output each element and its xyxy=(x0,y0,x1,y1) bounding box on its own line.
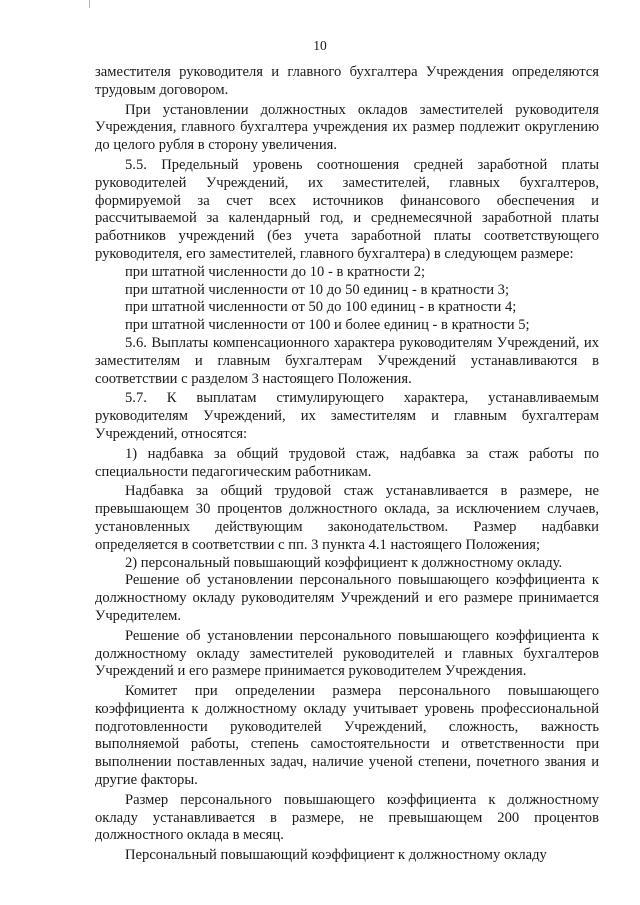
paragraph: Комитет при определении размера персонального повышающего коэффициента к должностному окладу учитывает уровень профессиональной подготовленности руководителей Учреждений, сложность, важность выполняемой работы, степень самостоятельности и ответственности при выполнении поставленных задач, наличие ученой степени, почетного звания и другие факторы. xyxy=(95,683,599,789)
paragraph: При установлении должностных окладов заместителей руководителя Учреждения, главного бухгалтера учреждения их размер подлежит округлению до целого рубля в сторону увеличения. xyxy=(95,101,599,154)
list-item: при штатной численности от 50 до 100 единиц - в кратности 4; xyxy=(125,299,517,316)
paragraph: Персональный повышающий коэффициент к должностному окладу xyxy=(125,847,547,864)
paragraph: заместителя руководителя и главного бухгалтера Учреждения определяются трудовым договором. xyxy=(95,64,599,98)
paragraph: 5.7. К выплатам стимулирующего характера, устанавливаемым руководителям Учреждений, их заместителям и главным бухгалтерам Учреждений, относятся: xyxy=(95,390,599,442)
list-item: при штатной численности от 10 до 50 единиц - в кратности 3; xyxy=(125,281,510,298)
list-item: при штатной численности от 100 и более единиц - в кратности 5; xyxy=(125,317,530,334)
paragraph: 5.5. Предельный уровень соотношения средней заработной платы руководителей Учреждений, их заместителей, главных бухгалтеров, формируемой за счет всех источников финансового обеспечения и рассчитываемой за календарный год, и среднемесячной заработной платы работников учреждений (без учета заработной платы соответствующего руководителя, его заместителей, главного бухгалтера) в следующем размере: xyxy=(95,156,599,262)
page-number: 10 xyxy=(313,38,327,53)
paragraph: 2) персональный повышающий коэффициент к должностному окладу. xyxy=(125,554,563,571)
paragraph: 5.6. Выплаты компенсационного характера руководителям Учреждений, их заместителям и главным бухгалтерам Учреждений устанавливаются в соответствии с разделом 3 настоящего Положения. xyxy=(95,334,599,387)
paragraph: Решение об установлении персонального повышающего коэффициента к должностному окладу заместителей руководителей и главных бухгалтеров Учреждений и его размере принимается руководителем Учреждения. xyxy=(95,627,599,680)
paragraph: Надбавка за общий трудовой стаж устанавливается в размере, не превышающем 30 процентов должностного оклада, за исключением случаев, установленных действующим законодательством. Размер надбавки определяется в соответствии с пп. 3 пункта 4.1 настоящего Положения; xyxy=(95,483,599,553)
paragraph: Решение об установлении персонального повышающего коэффициента к должностному окладу руководителям Учреждений и его размере принимается Учредителем. xyxy=(95,572,599,624)
paragraph: Размер персонального повышающего коэффициента к должностному окладу устанавливается в размере, не превышающем 200 процентов должностного оклада в месяц. xyxy=(95,791,599,844)
list-item: при штатной численности до 10 - в кратности 2; xyxy=(125,263,426,280)
scan-edge-mark xyxy=(89,0,90,8)
document-body xyxy=(95,64,599,865)
paragraph: 1) надбавка за общий трудовой стаж, надбавка за стаж работы по специальности педагогическим работникам. xyxy=(95,445,599,480)
